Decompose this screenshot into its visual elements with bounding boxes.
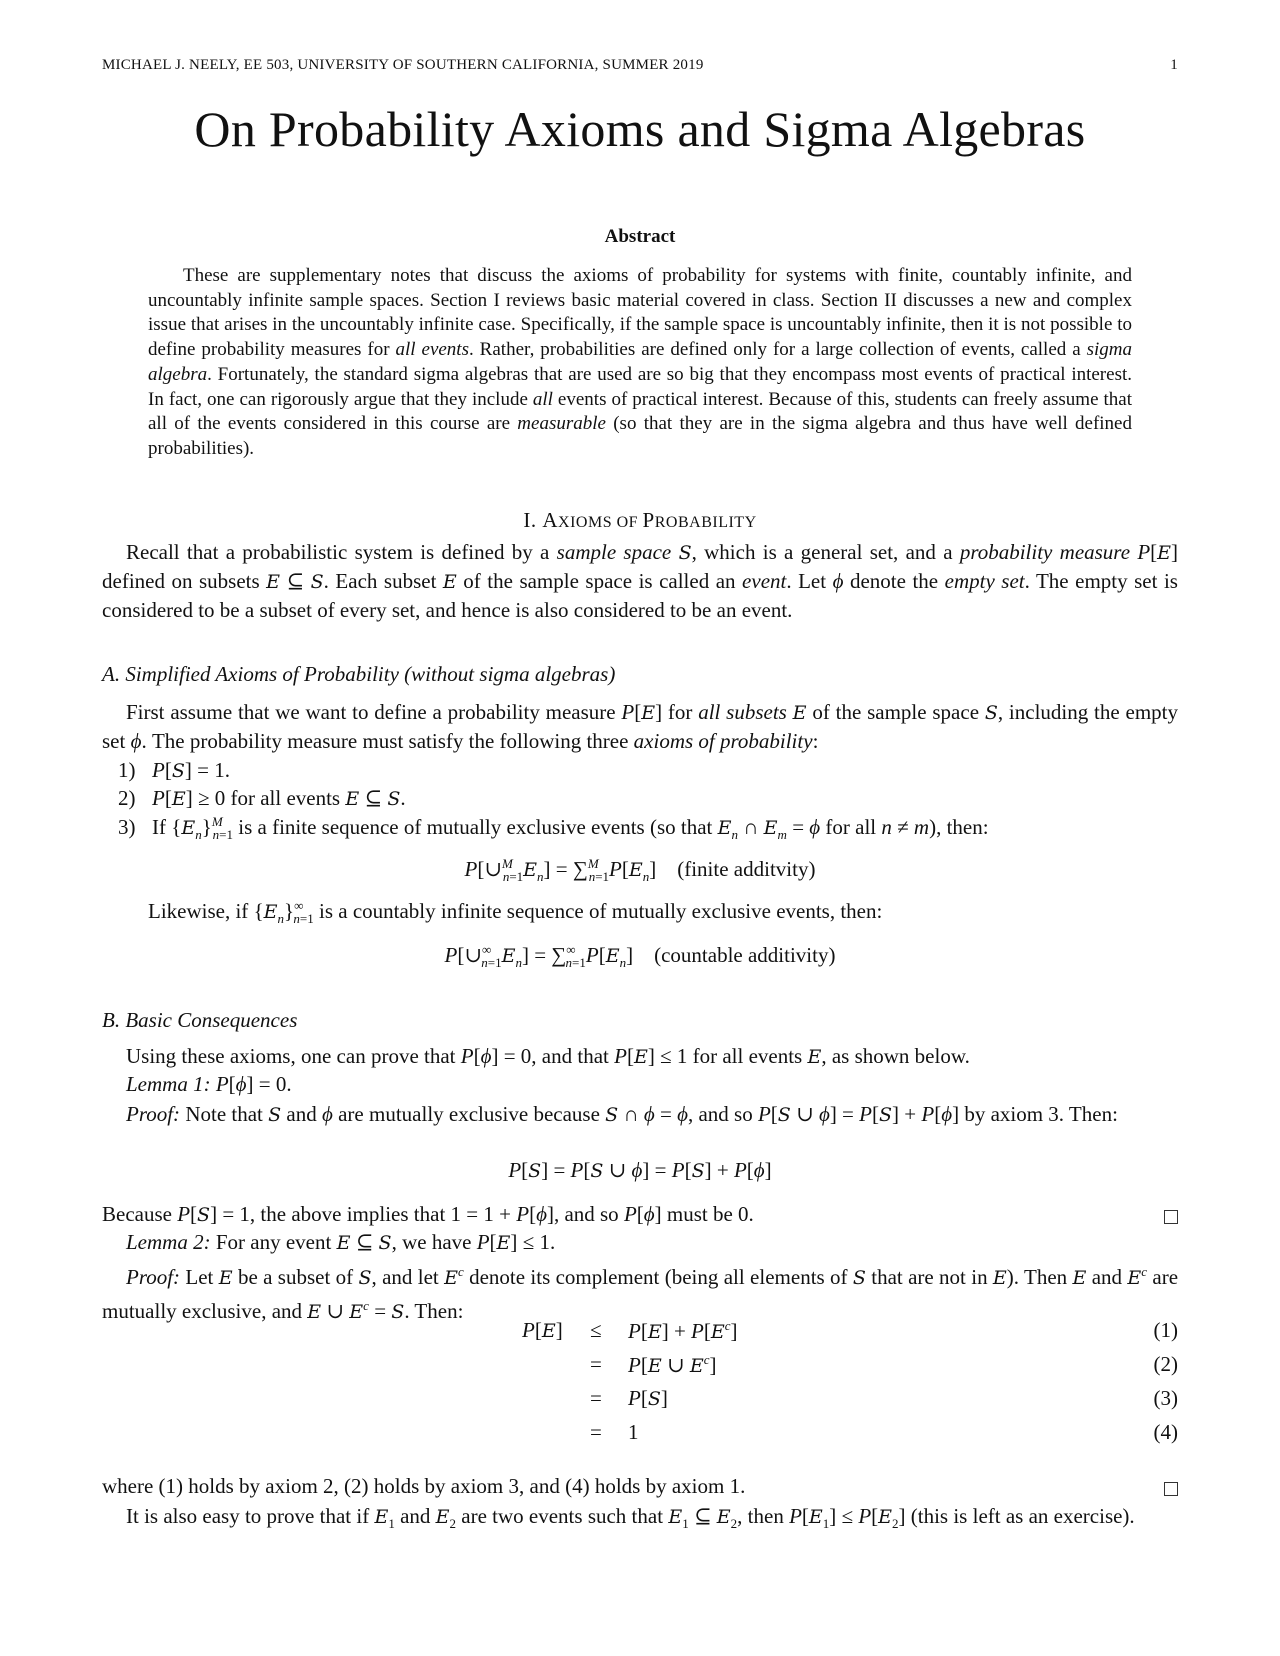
- page-number: 1: [1170, 57, 1178, 73]
- align-row-4: =: [590, 1420, 602, 1444]
- running-head-text: MICHAEL J. NEELY, EE 503, UNIVERSITY OF SOUTHERN CALIFORNIA, SUMMER 2019: [102, 57, 704, 73]
- running-header: [102, 57, 1178, 74]
- consequences-intro: Using these axioms, one can prove that P[ϕ] = 0, and that P[E] ≤ 1 for all events E, as shown below.: [126, 1044, 970, 1068]
- align-row-2: =: [590, 1352, 602, 1376]
- equation-number: (2): [1153, 1352, 1178, 1376]
- equation-number: (3): [1153, 1386, 1178, 1410]
- lemma-1: Lemma 1: P[ϕ] = 0.: [126, 1072, 292, 1096]
- qed-box: [1164, 1482, 1178, 1496]
- subsection-heading-a: A. Simplified Axioms of Probability (without sigma algebras): [102, 662, 616, 686]
- equation-number: (1): [1153, 1318, 1178, 1342]
- lemma-2: Lemma 2: For any event E ⊆ S, we have P[E] ≤ 1.: [126, 1230, 556, 1254]
- axiom-1: 1) P[S] = 1.: [118, 758, 230, 782]
- paper-page: MICHAEL J. NEELY, EE 503, UNIVERSITY OF SOUTHERN CALIFORNIA, SUMMER 2019 1 On Probability Axioms and Sigma Algebras Abstract These are supplementary notes that discuss the axioms of probability for systems with finite, countably infinite, and uncountably infinite sample spaces. Section I reviews basic material covered in class. Section II discusses a new and complex issue that arises in the uncountably infinite case. Specifically, if the sample space is uncountably infinite, then it is not possible to define probability measures for all events. Rather, probabilities are defined only for a large collection of events, called a sigma algebra. Fortunately, the standard sigma algebras that are used are so big that they encompass most events of practical interest. In fact, one can rigorously argue that they include all events of practical interest. Because of this, students can freely assume that all of the events considered in this course are measurable (so that they are in the sigma algebra and thus have well defined probabilities). I. AXIOMS OF PROBABILITY Recall that a probabilistic system is defined by a sample space S, which is a general set, and a probability measure P[E] defined on subsets E ⊆ S. Each subset E of the sample space is called an event. Let ϕ denote the empty set. The empty set is considered to be a subset of every set, and hence is also considered to be an event. A. Simplified Axioms of Probability (without sigma algebras) First assume that we want to define a probability measure P[E] for all subsets E of the sample space S, including the empty set ϕ. The probability measure must satisfy the following three axioms of probability: 1) P[S] = 1. 2) P[E] ≥ 0 for all events E ⊆ S. 3) If $\{E_n\}^M_{n=1}$ is a finite sequence of mutually exclusive events (so that $E_n$ ∩ $E_m = \phi$ for all n ≠ m), then: $P[\cup^M_{n=1}E_n] = \sum^M_{n=1}P[E_n]$ (finite additvity) Likewise, if $\{E_n\}^\infty_{n=1}$ is a countably infinite sequence of mutually exclusive events, then: $P[\cup^\infty_{n=1}E_n] = \sum^\infty_{n=1}P[E_n]$ (countable additivity) B. Basic Consequences Using these axioms, one can prove that P[ϕ] = 0, and that P[E] ≤ 1 for all events E, as shown below. Lemma 1: P[ϕ] = 0. Proof: Note that S and ϕ are mutually exclusive because S ∩ ϕ = ϕ, and so P[S ∪ ϕ] = P[S] + P[ϕ] by axiom 3. Then: P[S] = P[S ∪ ϕ] = P[S] + P[ϕ] Because P[S] = 1, the above implies that 1 = 1 + P[ϕ], and so P[ϕ] must be 0. Lemma 2: For any event E ⊆ S, we have P[E] ≤ 1. Proof: Let E be a subset of S, and let $E^c$ denote its complement (being all elements of S that are not in E). Then E and $E^c$ are mutually exclusive, and E ∪ $E^c = S$. Then: P[E] ≤ $P[E] + P[E^c]$ (1) = P[E ∪ $E^c$] (2) = P[S] (3) = 1 (4) where (1) holds by axiom 2, (2) holds by axiom 3, and (4) holds by axiom 1. It is also easy to prove that if $E_1$ and $E_2$ are two events such that $E_1$ ⊆ $E_2$, then $P[E_1] \le P[E_2]$ (this is left as an exercise).: [0, 0, 1280, 1656]
- abstract-body: These are supplementary notes that discuss the axioms of probability for systems with finite, countably infinite, and uncountably infinite sample spaces. Section I reviews basic material covered in class. Section II discusses a new and complex issue that arises in the uncountably infinite case. Specifically, if the sample space is uncountably infinite, then it is not possible to define probability measures for all events. Rather, probabilities are defined only for a large collection of events, called a sigma algebra. Fortunately, the standard sigma algebras that are used are so big that they encompass most events of practical interest. In fact, one can rigorously argue that they include all events of practical interest. Because of this, students can freely assume that all of the events considered in this course are measurable (so that they are in the sigma algebra and thus have well defined probabilities).: [148, 265, 1133, 459]
- axiom-2: 2) P[E] ≥ 0 for all events E ⊆ S.: [118, 786, 406, 810]
- proof-2: Proof: Let E be a subset of S, and let $E^c$ denote its complement (being all elements of S that are not in E). Then E and $E^c$ are mutually exclusive, and E ∪ $E^c = S$. Then:: [102, 1264, 1179, 1323]
- lemma-1-conclusion: Because P[S] = 1, the above implies that 1 = 1 + P[ϕ], and so P[ϕ] must be 0.: [102, 1202, 754, 1226]
- abstract-heading: Abstract: [604, 226, 676, 247]
- subsection-a-paragraph: First assume that we want to define a probability measure P[E] for all subsets E of the sample space S, including the empty set ϕ. The probability measure must satisfy the following three axioms of probability:: [102, 700, 1178, 753]
- likewise-line: Likewise, if $\{E_n\}^\infty_{n=1}$ is a countably infinite sequence of mutually exclusive events, then:: [148, 898, 883, 927]
- qed-box: [1164, 1210, 1178, 1224]
- countable-additivity-equation: $P[\cup^\infty_{n=1}E_n] = \sum^\infty_{n=1}P[E_n]$ (countable additivity): [444, 942, 836, 971]
- equation-number: (4): [1153, 1420, 1178, 1444]
- section-intro-paragraph: Recall that a probabilistic system is defined by a sample space S, which is a general set, and a probability measure P[E] defined on subsets E ⊆ S. Each subset E of the sample space is called an event. Let ϕ denote the empty set. The empty set is considered to be a subset of every set, and hence is also considered to be an event.: [102, 540, 1179, 622]
- lemma-2-conclusion: where (1) holds by axiom 2, (2) holds by axiom 3, and (4) holds by axiom 1.: [102, 1474, 746, 1498]
- subsection-heading-b: B. Basic Consequences: [102, 1008, 298, 1032]
- paper-title: On Probability Axioms and Sigma Algebras: [194, 101, 1086, 157]
- final-paragraph: It is also easy to prove that if $E_1$ and $E_2$ are two events such that $E_1$ ⊆ $E_2$, then $P[E_1] \le P[E_2]$ (this is left as an exercise).: [126, 1504, 1135, 1532]
- proof-1: Proof: Note that S and ϕ are mutually exclusive because S ∩ ϕ = ϕ, and so P[S ∪ ϕ] = P[S] + P[ϕ] by axiom 3. Then:: [126, 1102, 1118, 1126]
- lemma-1-equation: P[S] = P[S ∪ ϕ] = P[S] + P[ϕ]: [508, 1158, 772, 1182]
- align-row-1: P[E]: [522, 1318, 563, 1342]
- axiom-3: 3) If $\{E_n\}^M_{n=1}$ is a finite sequence of mutually exclusive events (so that $E_n$ ∩ $E_m = \phi$ for all n ≠ m), then:: [118, 814, 989, 843]
- section-heading-axioms: I. AXIOMS OF PROBABILITY: [523, 508, 757, 532]
- align-row-3: =: [590, 1386, 602, 1410]
- finite-additivity-equation: $P[\cup^M_{n=1}E_n] = \sum^M_{n=1}P[E_n]$ (finite additvity): [464, 856, 816, 885]
